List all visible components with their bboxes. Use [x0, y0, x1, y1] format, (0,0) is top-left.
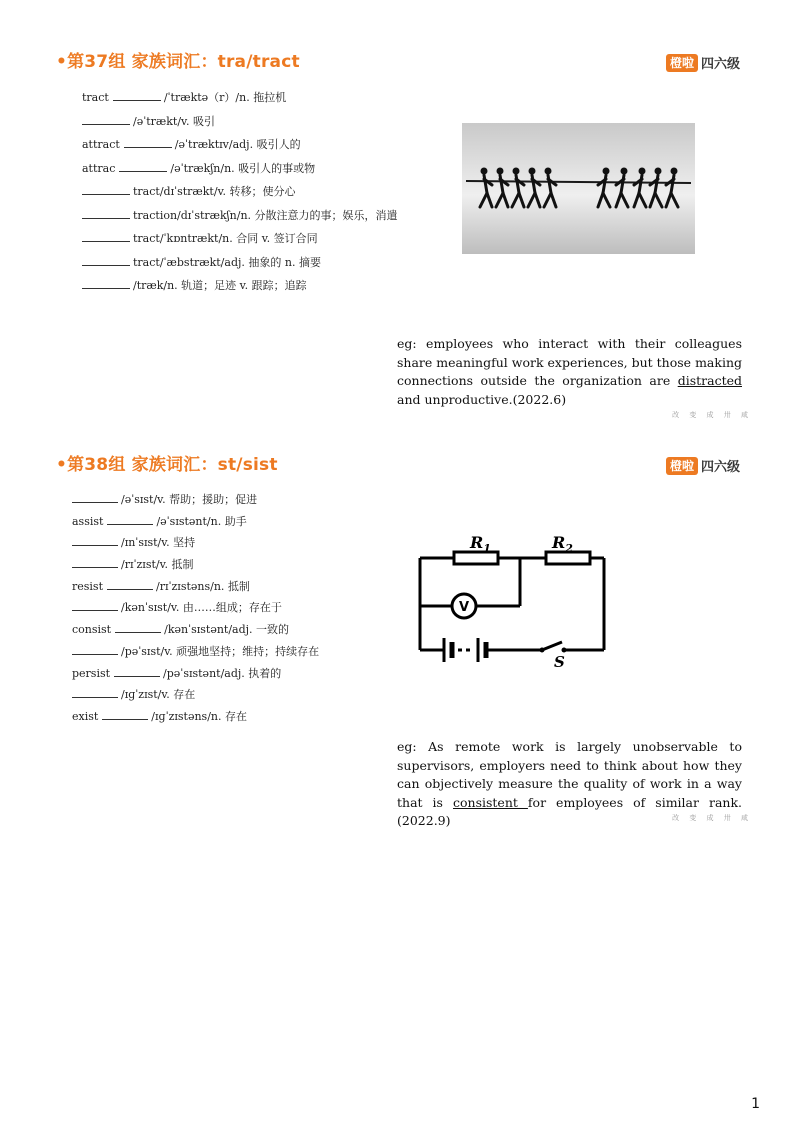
vocab-row [72, 599, 319, 621]
vocab-definition: /kənˈsɪstənt/adj. 一致的 [164, 623, 290, 637]
brand-logo: 橙啦 [666, 457, 698, 475]
fill-in-blank[interactable] [113, 90, 161, 101]
vocab-row [72, 491, 319, 513]
vocab-row [82, 230, 398, 254]
fill-in-blank[interactable] [72, 557, 118, 568]
vocab-row [82, 136, 398, 160]
vocab-row [72, 513, 319, 535]
vocab-row [72, 578, 319, 600]
vocab-definition: /kənˈsɪst/v. 由……组成；存在于 [121, 601, 282, 615]
brand-logo: 橙啦 [666, 54, 698, 72]
vocab-row [82, 207, 398, 231]
vocab-definition: /ɪɡˈzɪstəns/n. 存在 [151, 709, 247, 723]
fill-in-blank[interactable] [72, 535, 118, 546]
vocab-stem: attrac [82, 161, 116, 175]
circuit-diagram [414, 528, 610, 668]
vocab-list-tract [82, 89, 398, 301]
page-number: 1 [751, 1096, 760, 1112]
fill-in-blank[interactable] [107, 579, 153, 590]
example-keyword: consistent [453, 794, 528, 810]
vocab-row [72, 621, 319, 643]
tug-of-war-photo [462, 123, 695, 254]
vocab-definition: traction/dɪˈstrækʃn/n. 分散注意力的事；娱乐，消遣 [133, 208, 398, 222]
fill-in-blank[interactable] [115, 622, 161, 633]
fill-in-blank[interactable] [107, 514, 153, 525]
fill-in-blank[interactable] [72, 492, 118, 503]
vocab-definition: /əˈsɪst/v. 帮助；援助；促进 [121, 493, 258, 506]
vocab-definition: /ɪɡˈzɪst/v. 存在 [121, 688, 196, 702]
example-text-start: eg: employees who interact with their colleagues share meaningful work experiences, but those making connections outside the organization are [397, 336, 742, 388]
brand-badge [666, 456, 740, 475]
vocab-row [72, 665, 319, 687]
fill-in-blank[interactable] [114, 666, 160, 677]
vocab-stem: exist [72, 709, 99, 723]
vocab-row [72, 686, 319, 708]
vocab-row [82, 183, 398, 207]
vocab-definition: /rɪˈzɪst/v. 抵制 [121, 558, 194, 572]
vocab-definition: /ˈtræktə（r）/n. 拖拉机 [163, 91, 287, 104]
fill-in-blank[interactable] [82, 208, 130, 219]
vocab-row [72, 534, 319, 556]
example-text-start: eg: As remote work is largely unobservable to supervisors, employers need to think about how they can objectively measure the quality of work in a way that is [397, 739, 742, 810]
vocab-stem: consist [72, 623, 112, 637]
footer-mark: 改 变 成 卅 咸 [672, 814, 752, 822]
vocab-row [82, 160, 398, 184]
section-38-title: •第38组 家族词汇：st/sist [56, 455, 278, 475]
fill-in-blank[interactable] [102, 709, 148, 720]
vocab-definition: /rɪˈzɪstəns/n. 抵制 [156, 579, 250, 593]
example-text-end: for employees of similar rank.(2022.9) [397, 794, 743, 828]
fill-in-blank[interactable] [82, 184, 130, 195]
vocab-definition: /əˈsɪstənt/n. 助手 [156, 514, 247, 528]
fill-in-blank[interactable] [82, 114, 130, 125]
brand-level: 四六级 [700, 460, 740, 475]
vocab-stem: attract [82, 138, 120, 151]
vocab-definition: /pəˈsɪst/v. 顽强地坚持；维持；持续存在 [121, 644, 320, 658]
vocab-row [72, 556, 319, 578]
voltmeter-label: V [458, 600, 470, 615]
vocab-definition: /əˈtræktɪv/adj. 吸引人的 [174, 138, 301, 151]
example-text-end: and unproductive.(2022.6) [397, 391, 567, 407]
vocab-stem: resist [72, 579, 103, 593]
brand-level: 四六级 [700, 57, 740, 72]
vocab-definition: /əˈtrækʃn/n. 吸引人的事或物 [170, 161, 316, 175]
fill-in-blank[interactable] [72, 687, 118, 698]
fill-in-blank[interactable] [72, 644, 118, 655]
vocab-definition: tract/ˈæbstrækt/adj. 抽象的 n. 摘要 [133, 255, 321, 269]
vocab-stem: assist [72, 514, 104, 528]
vocab-row [72, 708, 319, 730]
brand-badge [666, 53, 740, 72]
fill-in-blank[interactable] [82, 231, 130, 242]
section-37-title: •第37组 家族词汇：tra/tract [56, 52, 300, 72]
fill-in-blank[interactable] [72, 600, 118, 611]
fill-in-blank[interactable] [82, 278, 130, 289]
vocab-definition: /əˈtrækt/v. 吸引 [133, 114, 215, 128]
vocab-definition: /ɪnˈsɪst/v. 坚持 [121, 536, 196, 550]
footer-mark: 改 变 成 卅 咸 [672, 411, 752, 419]
vocab-row [82, 113, 398, 137]
vocab-definition: tract/dɪˈstrækt/v. 转移；使分心 [133, 185, 296, 198]
vocab-row [72, 643, 319, 665]
vocab-list-sist [72, 491, 319, 730]
vocab-stem: tract [82, 91, 109, 104]
fill-in-blank[interactable] [82, 255, 130, 266]
r1-label: $R_1$ [470, 533, 491, 555]
vocab-row [82, 254, 398, 278]
vocab-row [82, 89, 398, 113]
vocab-stem: persist [72, 666, 111, 680]
vocab-definition: /træk/n. 轨道；足迹 v. 跟踪；追踪 [133, 279, 307, 292]
r2-label: $R_2$ [552, 533, 573, 555]
vocab-definition: /pəˈsɪstənt/adj. 执着的 [163, 666, 282, 680]
fill-in-blank[interactable] [119, 161, 167, 172]
example-sentence-37 [397, 335, 742, 409]
vocab-row [82, 277, 398, 301]
vocab-definition: tract/ˈkɒntrækt/n. 合同 v. 签订合同 [133, 232, 318, 245]
fill-in-blank[interactable] [124, 137, 172, 148]
example-keyword: distracted [677, 373, 742, 388]
switch-label: S [554, 653, 565, 668]
